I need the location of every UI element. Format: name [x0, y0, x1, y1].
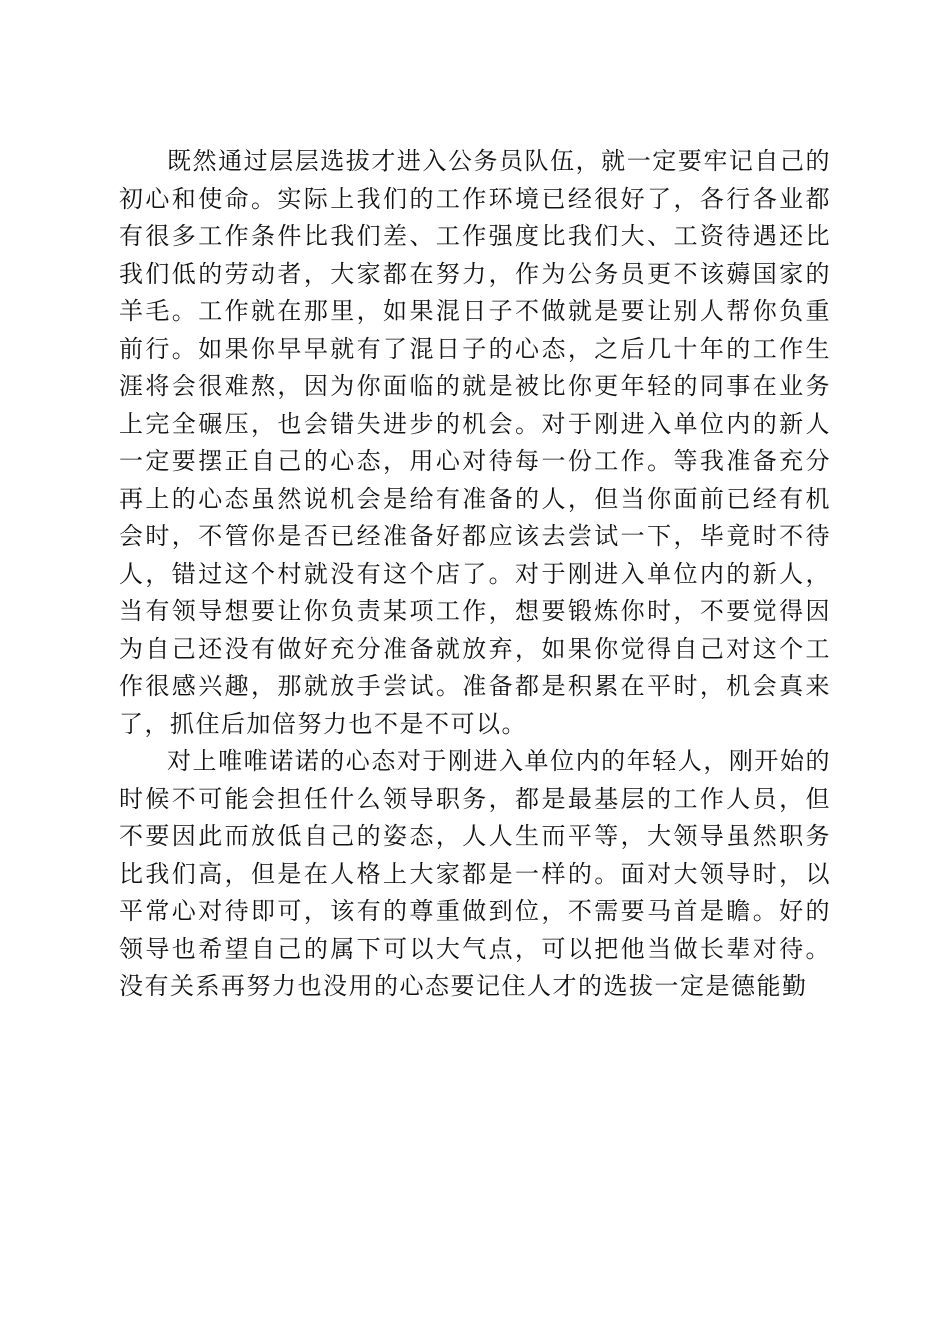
paragraph-2: 对上唯唯诺诺的心态对于刚进入单位内的年轻人，刚开始的时候不可能会担任什么领导职务，都是最基层的工作人员，但不要因此而放低自己的姿态，人人生而平等，大领导虽然职务比我们高，但是在人格上大家都是一样的。面对大领导时，以平常心对待即可，该有的尊重做到位，不需要马首是瞻。好的领导也希望自己的属下可以大气点，可以把他当做长辈对待。没有关系再努力也没用的心态要记住人才的选拔一定是德能勤	[119, 747, 831, 1000]
paragraph-1: 既然通过层层选拔才进入公务员队伍，就一定要牢记自己的初心和使命。实际上我们的工作环境已经很好了，各行各业都有很多工作条件比我们差、工作强度比我们大、工资待遇还比我们低的劳动者，大家都在努力，作为公务员更不该薅国家的羊毛。工作就在那里，如果混日子不做就是要让别人帮你负重前行。如果你早早就有了混日子的心态，之后几十年的工作生涯将会很难熬，因为你面临的就是被比你更年轻的同事在业务上完全碾压，也会错失进步的机会。对于刚进入单位内的新人一定要摆正自己的心态，用心对待每一份工作。等我准备充分再上的心态虽然说机会是给有准备的人，但当你面前已经有机会时，不管你是否已经准备好都应该去尝试一下，毕竟时不待人，错过这个村就没有这个店了。对于刚进入单位内的新人，当有领导想要让你负责某项工作，想要锻炼你时，不要觉得因为自己还没有做好充分准备就放弃，如果你觉得自己对这个工作很感兴趣，那就放手尝试。准备都是积累在平时，机会真来了，抓住后加倍努力也不是不可以。	[119, 147, 831, 738]
document-body	[119, 143, 831, 1006]
